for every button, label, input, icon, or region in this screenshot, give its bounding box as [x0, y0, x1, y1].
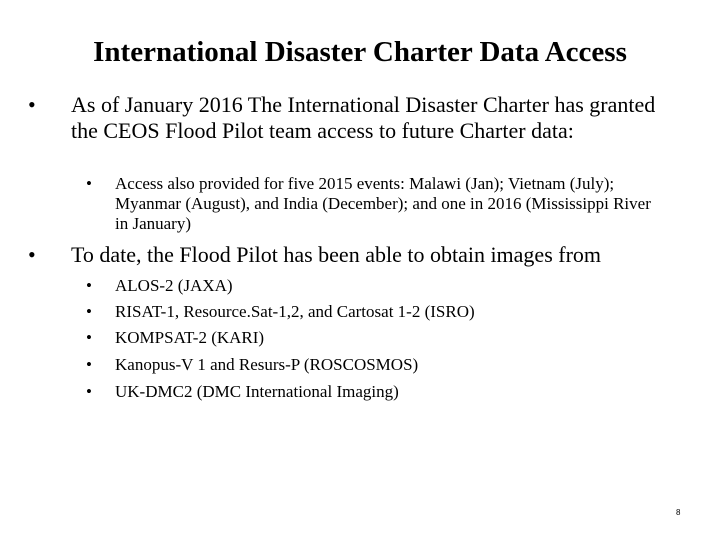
bullet-marker: •: [28, 242, 36, 267]
sub-bullet-marker: •: [86, 276, 92, 295]
sub-bullet-item: [86, 328, 666, 348]
sub-bullet-text: Kanopus-V 1 and Resurs-P (ROSCOSMOS): [115, 355, 419, 374]
bullet-text: To date, the Flood Pilot has been able to obtain images from: [71, 242, 602, 267]
bullet-marker: •: [28, 92, 36, 117]
sub-bullet-text: UK-DMC2 (DMC International Imaging): [115, 382, 399, 401]
sub-bullet-text: RISAT-1, Resource.Sat-1,2, and Cartosat 1-2 (ISRO): [115, 302, 475, 321]
sub-bullet-marker: •: [86, 355, 92, 374]
sub-bullet-marker: •: [86, 174, 92, 193]
sub-bullet-text: Access also provided for five 2015 events: Malawi (Jan); Vietnam (July); Myanmar (August), and India (December); and one in 2016 (Mississippi River in January): [115, 174, 651, 233]
sub-bullet-marker: •: [86, 302, 92, 321]
bullet-item: [28, 92, 678, 144]
sub-bullet-item: [86, 174, 666, 234]
sub-bullet-item: [86, 382, 666, 402]
sub-bullet-marker: •: [86, 382, 92, 401]
sub-bullet-marker: •: [86, 328, 92, 347]
sub-bullet-item: [86, 355, 666, 375]
sub-bullet-item: [86, 302, 666, 322]
sub-bullet-item: [86, 276, 666, 296]
sub-bullet-text: KOMPSAT-2 (KARI): [115, 328, 265, 347]
bullet-text: As of January 2016 The International Disaster Charter has granted the CEOS Flood Pilot team access to future Charter data:: [71, 92, 656, 143]
slide-title: International Disaster Charter Data Access: [93, 36, 627, 68]
sub-bullet-text: ALOS-2 (JAXA): [115, 276, 233, 295]
bullet-item: [28, 242, 678, 268]
page-number: 8: [676, 508, 681, 517]
